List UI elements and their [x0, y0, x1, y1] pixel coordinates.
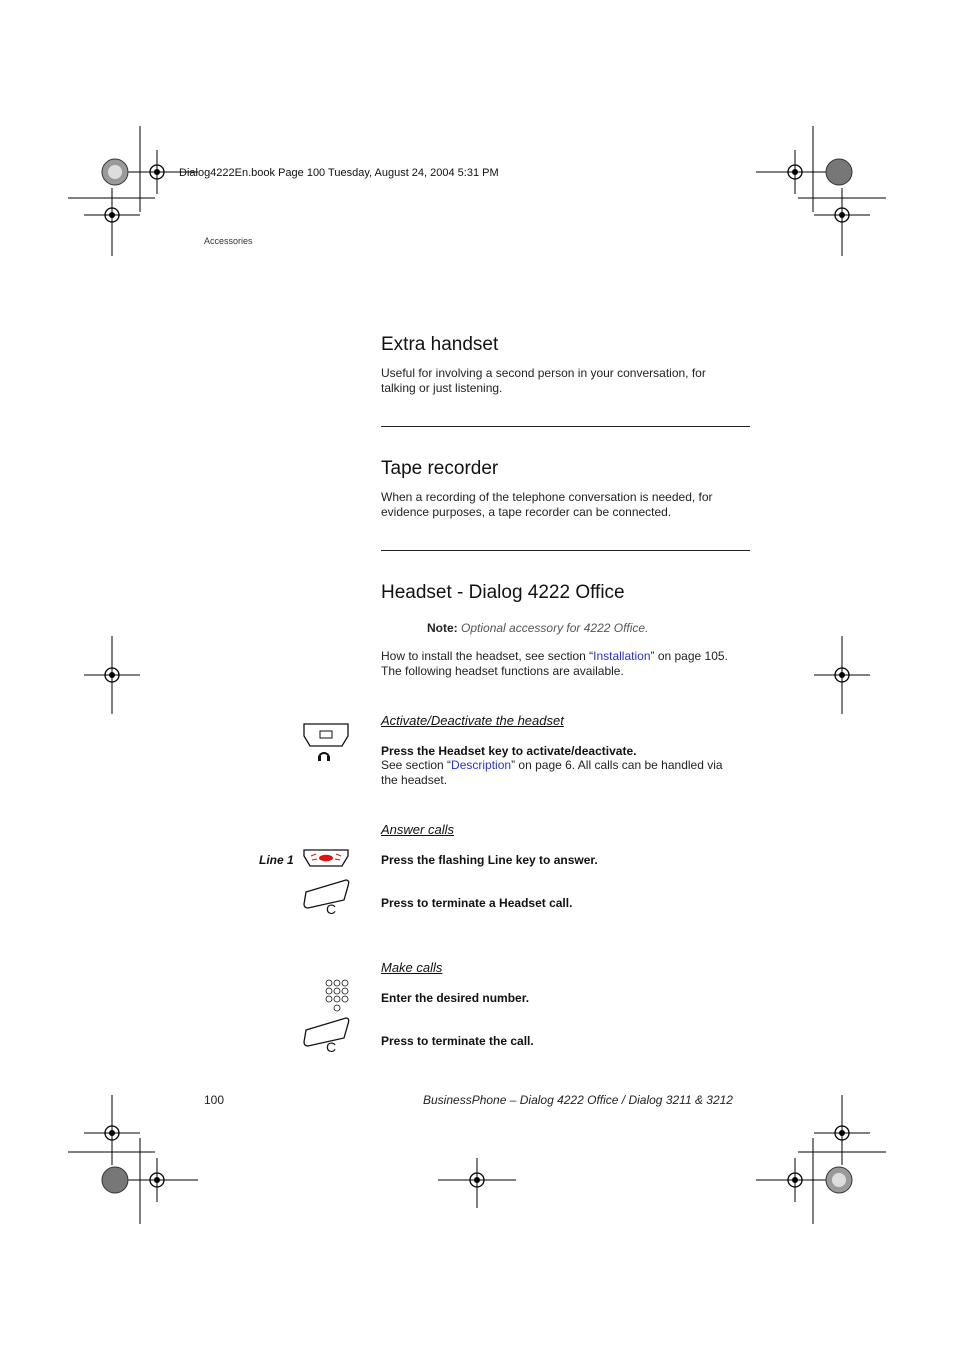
- tape-recorder-title: Tape recorder: [381, 458, 499, 479]
- terminate-headset-instruction: Press to terminate a Headset call.: [381, 896, 573, 910]
- keypad-icon: [324, 978, 352, 1016]
- intro-text-pre: How to install the headset, see section “: [381, 649, 594, 663]
- note-text: Optional accessory for 4222 Office.: [461, 621, 649, 635]
- headset-note: [427, 621, 648, 635]
- description-link[interactable]: Description: [451, 758, 512, 772]
- terminate-call-instruction: Press to terminate the call.: [381, 1034, 534, 1048]
- headset-title: Headset - Dialog 4222 Office: [381, 582, 625, 603]
- footer-title: BusinessPhone – Dialog 4222 Office / Dialog 3211 & 3212: [423, 1093, 733, 1107]
- activate-detail-line1: [381, 758, 751, 773]
- installation-link[interactable]: Installation: [593, 649, 651, 663]
- enter-number-instruction: Enter the desired number.: [381, 991, 530, 1005]
- activate-detail-line2: the headset.: [381, 773, 448, 787]
- extra-handset-body-line2: talking or just listening.: [381, 381, 503, 395]
- tape-recorder-body-line2: evidence purposes, a tape recorder can be connected.: [381, 505, 672, 519]
- activate-heading: Activate/Deactivate the headset: [381, 713, 564, 728]
- headset-key-icon: [302, 722, 352, 764]
- clear-key-label: C: [326, 901, 337, 917]
- detail-text-post: ” on page 6. All calls can be handled via: [511, 758, 723, 772]
- headset-intro-line2: The following headset functions are available.: [381, 664, 624, 678]
- extra-handset-title: Extra handset: [381, 334, 499, 355]
- headset-intro-line1: [381, 649, 751, 664]
- intro-text-post: ” on page 105.: [650, 649, 728, 663]
- page-number: 100: [204, 1093, 225, 1107]
- tape-recorder-body: [381, 490, 751, 520]
- extra-handset-body-line1: Useful for involving a second person in your conversation, for: [381, 366, 706, 380]
- section-divider: [381, 426, 750, 427]
- activate-detail: [381, 758, 751, 788]
- tape-recorder-body-line1: When a recording of the telephone conversation is needed, for: [381, 490, 713, 504]
- extra-handset-body: [381, 366, 751, 396]
- line-1-label: Line 1: [259, 853, 294, 867]
- make-calls-heading: Make calls: [381, 960, 443, 975]
- section-divider: [381, 550, 750, 551]
- detail-text-pre: See section “: [381, 758, 452, 772]
- line-key-icon: [302, 848, 352, 870]
- activate-instruction: Press the Headset key to activate/deactivate.: [381, 744, 637, 758]
- note-label: Note:: [427, 621, 458, 635]
- headset-intro: [381, 649, 751, 679]
- running-head: Accessories: [204, 236, 253, 246]
- answer-heading: Answer calls: [381, 822, 454, 837]
- clear-key-label: C: [326, 1039, 337, 1055]
- print-slug: Dialog4222En.book Page 100 Tuesday, August 24, 2004 5:31 PM: [179, 167, 499, 179]
- answer-instruction: Press the flashing Line key to answer.: [381, 853, 598, 867]
